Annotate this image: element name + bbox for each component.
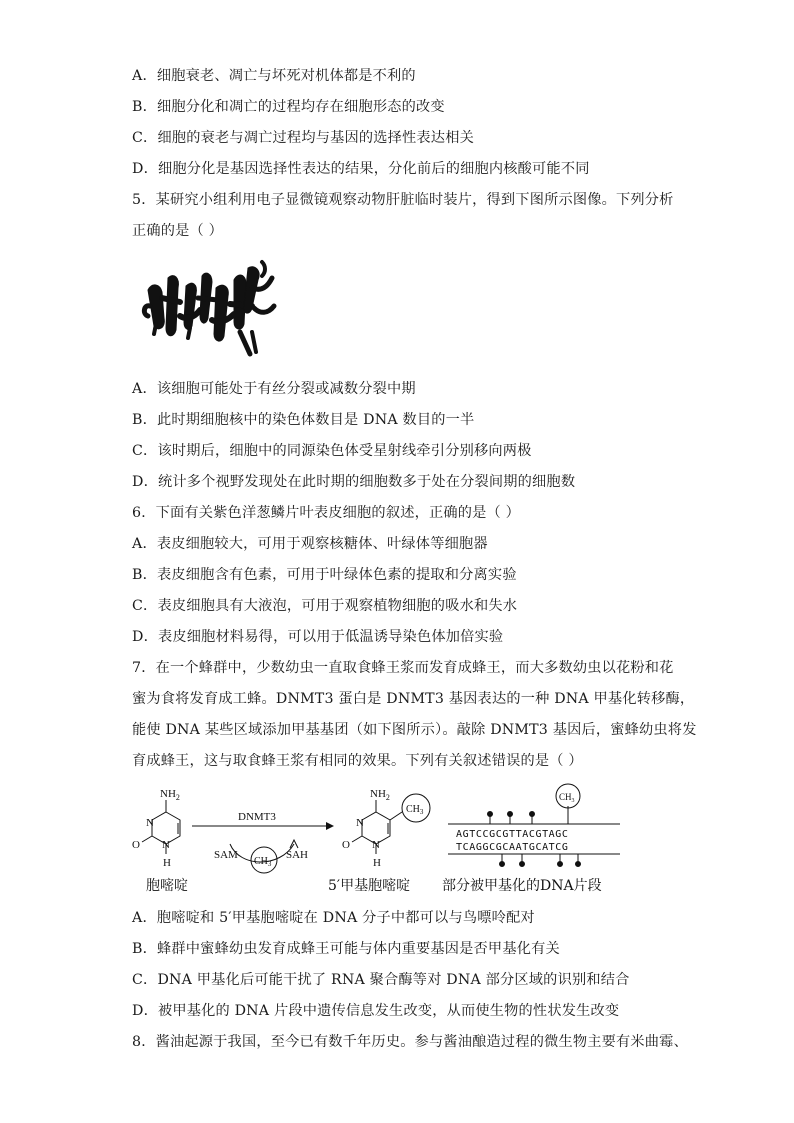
q7-stem-line4: 育成蜂王，这与取食蜂王浆有相同的效果。下列有关叙述错误的是（ ） bbox=[132, 753, 583, 769]
dna-fragment bbox=[448, 784, 620, 867]
svg-text:N: N bbox=[146, 817, 154, 829]
q4-option-c: C．细胞的衰老与凋亡过程均与基因的选择性表达相关 bbox=[132, 130, 474, 146]
svg-text:N: N bbox=[356, 817, 364, 829]
q7-option-d: D．被甲基化的 DNA 片段中遗传信息发生改变，从而使生物的性状发生改变 bbox=[132, 1003, 620, 1019]
q7-option-a: A．胞嘧啶和 5′甲基胞嘧啶在 DNA 分子中都可以与鸟嘌呤配对 bbox=[132, 910, 535, 926]
q6-option-b: B．表皮细胞含有色素，可用于叶绿体色素的提取和分离实验 bbox=[132, 567, 517, 583]
q6-stem: 6．下面有关紫色洋葱鳞片叶表皮细胞的叙述，正确的是（ ） bbox=[132, 505, 521, 521]
svg-text:H: H bbox=[163, 857, 171, 869]
svg-text:SAM: SAM bbox=[214, 849, 238, 861]
label-dna-fragment: 部分被甲基化的DNA片段 bbox=[442, 878, 602, 894]
svg-text:SAH: SAH bbox=[286, 849, 309, 861]
svg-text:O: O bbox=[342, 839, 350, 851]
reaction-arrow bbox=[192, 811, 334, 873]
svg-text:N: N bbox=[162, 839, 170, 851]
svg-text:CH3: $CH_3$ bbox=[254, 856, 272, 868]
q4-option-b: B．细胞分化和凋亡的过程均存在细胞形态的改变 bbox=[132, 99, 445, 115]
label-methylcytosine: 5′甲基胞嘧啶 bbox=[328, 878, 411, 894]
methylation-figure bbox=[130, 782, 640, 900]
q5-option-c: C．该时期后，细胞中的同源染色体受星射线牵引分别移向两极 bbox=[132, 443, 532, 459]
q5-option-b: B．此时期细胞核中的染色体数目是 DNA 数目的一半 bbox=[132, 412, 475, 428]
q5-option-a: A．该细胞可能处于有丝分裂或减数分裂中期 bbox=[132, 381, 416, 397]
chromosome-micrograph bbox=[140, 258, 280, 358]
q5-stem-line1: 5．某研究小组利用电子显微镜观察动物肝脏临时装片，得到下图所示图像。下列分析 bbox=[132, 192, 674, 208]
svg-text:O: O bbox=[132, 839, 140, 851]
q7-stem-line1: 7．在一个蜂群中，少数幼虫一直取食蜂王浆而发育成蜂王，而大多数幼虫以花粉和花 bbox=[132, 660, 674, 676]
svg-text:N: N bbox=[372, 839, 380, 851]
svg-text:CH3: $CH_3$ bbox=[559, 792, 575, 804]
q8-stem-line1: 8．酱油起源于我国，至今已有数千年历史。参与酱油酿造过程的微生物主要有米曲霉、 bbox=[132, 1034, 688, 1050]
dna-bottom-strand: TCAGGCGCAATGCATCG bbox=[456, 842, 569, 853]
q5-option-d: D．统计多个视野发现处在此时期的细胞数多于处在分裂间期的细胞数 bbox=[132, 474, 576, 490]
svg-text:DNMT3: DNMT3 bbox=[238, 811, 276, 823]
q7-option-b: B．蜂群中蜜蜂幼虫发育成蜂王可能与体内重要基因是否甲基化有关 bbox=[132, 941, 560, 957]
q6-option-a: A．表皮细胞较大，可用于观察核糖体、叶绿体等细胞器 bbox=[132, 536, 488, 552]
q7-stem-line2: 蜜为食将发育成工蜂。DNMT3 蛋白是 DNMT3 基因表达的一种 DNA 甲基化转移酶， bbox=[132, 691, 695, 707]
q7-stem-line3: 能使 DNA 某些区域添加甲基基团（如下图所示）。敲除 DNMT3 基因后，蜜蜂幼虫将发 bbox=[132, 722, 697, 738]
methylation-diagram bbox=[130, 782, 640, 900]
label-cytosine: 胞嘧啶 bbox=[146, 878, 188, 894]
q5-stem-line2: 正确的是（ ） bbox=[132, 223, 224, 239]
q7-option-c: C．DNA 甲基化后可能干扰了 RNA 聚合酶等对 DNA 部分区域的识别和结合 bbox=[132, 972, 630, 988]
svg-text:NH2: $NH_2$ bbox=[370, 788, 390, 802]
chromosome-drawing bbox=[140, 258, 280, 358]
dna-top-strand: AGTCCGCGTTACGTAGC bbox=[456, 829, 569, 840]
svg-text:CH3: $CH_3$ bbox=[406, 804, 424, 816]
q4-option-a: A．细胞衰老、凋亡与坏死对机体都是不利的 bbox=[132, 68, 416, 84]
svg-text:H: H bbox=[373, 857, 381, 869]
q4-option-d: D．细胞分化是基因选择性表达的结果，分化前后的细胞内核酸可能不同 bbox=[132, 161, 590, 177]
q6-option-d: D．表皮细胞材料易得，可以用于低温诱导染色体加倍实验 bbox=[132, 629, 504, 645]
svg-text:NH2: $NH_2$ bbox=[160, 788, 180, 802]
q6-option-c: C．表皮细胞具有大液泡，可用于观察植物细胞的吸水和失水 bbox=[132, 598, 518, 614]
